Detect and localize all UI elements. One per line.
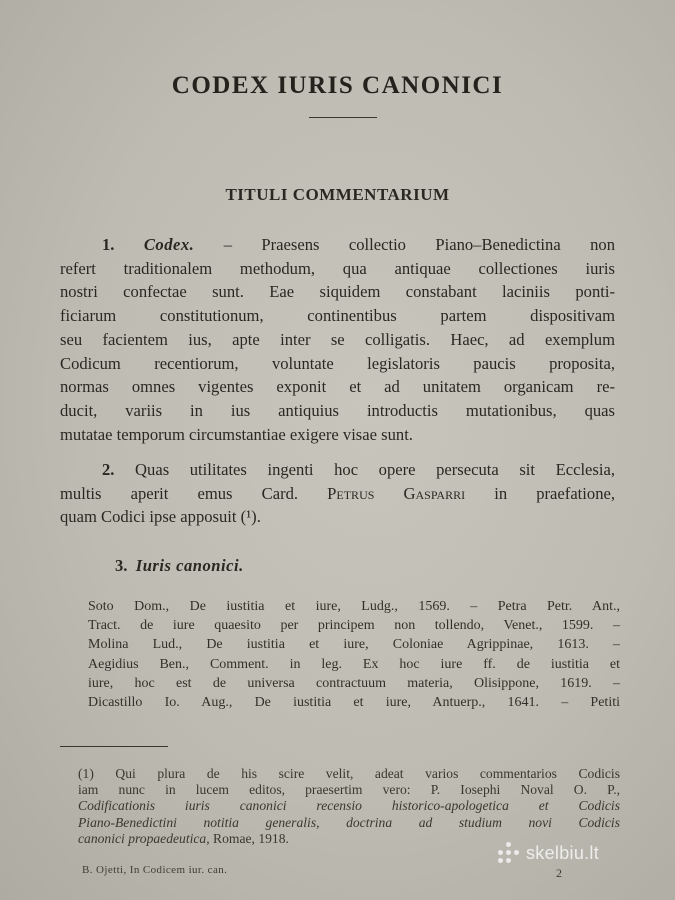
bibliography-line: Dicastillo Io. Aug., De iustitia et iure, Antuerp., 1641. – Petiti <box>88 695 620 711</box>
paragraph-line: refert traditionalem methodum, qua antiquae collectiones iuris <box>60 258 615 278</box>
bibliography-line: Tract. de iure quaesito per principem non tollendo, Venet., 1599. – <box>88 618 620 634</box>
section-heading-iuris <box>115 556 244 576</box>
paragraph-number: 2. <box>102 460 115 479</box>
bibliography-block <box>88 597 620 712</box>
bibliography-line: Aegidius Ben., Comment. in leg. Ex hoc iure ff. de iustitia et <box>88 656 620 672</box>
signature-mark: 2 <box>556 866 562 880</box>
footnote-divider <box>60 746 168 747</box>
paragraph-line: seu facientem ius, apte inter se colligatis. Haec, ad exemplum <box>60 329 615 349</box>
paragraph-text: multis aperit emus Card. <box>60 483 299 503</box>
paragraph-text: in praefatione, <box>494 483 616 503</box>
bibliography-line: iure, hoc est de universa contractuum materia, Olisippone, 1619. – <box>88 675 620 691</box>
paragraph-gasparri <box>60 458 615 529</box>
title-underline <box>309 117 377 118</box>
paragraph-text: Quas utilitates ingenti hoc opere persecuta sit Ecclesia, <box>135 460 616 479</box>
page-title: CODEX IURIS CANONICI <box>171 72 504 99</box>
watermark-logo-icon <box>498 842 520 864</box>
footnote-text: Romae, 1918. <box>213 830 289 846</box>
footnote-line: Piano-Benedictini notitia generalis, doctrina ad studium novi Codicis <box>78 814 620 830</box>
signature-line: B. Ojetti, In Codicem iur. can. <box>82 864 228 876</box>
paragraph-number: 1. <box>102 235 115 254</box>
footnote-line: Codificationis iuris canonici recensio historico-apologetica et Codicis <box>78 798 620 814</box>
paragraph-line: normas omnes vigentes exponit et ad unitatem organicam re- <box>60 377 615 397</box>
watermark <box>498 840 648 866</box>
section-title: Iuris canonici. <box>135 556 244 575</box>
author-name: Petrus Gasparri <box>327 483 466 503</box>
paragraph-line: mutatae temporum circumstantiae exigere visae sunt. <box>60 424 413 444</box>
section-subtitle: TITULI COMMENTARIUM <box>225 185 450 204</box>
footnote-text: Qui plura de his scire velit, adeat varios commentarios Codicis <box>115 766 620 781</box>
footnote-text: canonici propaedeutica, <box>78 830 210 846</box>
paragraph-line <box>60 482 615 506</box>
paragraph-line: ducit, variis in ius antiquius introductis mutationibus, quas <box>60 400 615 420</box>
paragraph-line: ficiarum constitutionum, continentibus partem dispositivam <box>60 306 615 326</box>
paragraph-codex <box>60 233 615 446</box>
paragraph-text: – Praesens collectio Piano–Benedictina non <box>223 235 615 254</box>
paragraph-line: nostri confectae sunt. Eae siquidem constabant laciniis ponti- <box>60 282 615 302</box>
footnote-marker: (1) <box>78 766 94 781</box>
bibliography-line: Molina Lud., De iustitia et iure, Coloniae Agrippinae, 1613. – <box>88 637 620 653</box>
paragraph-line: Codicum recentiorum, voluntate legislatoris paucis proposita, <box>60 353 615 373</box>
footnote-line <box>78 766 620 782</box>
paragraph-heading: Codex. <box>143 235 195 254</box>
footnote-line: iam nunc in lucem editos, praesertim vero: P. Iosephi Noval O. P., <box>78 782 620 798</box>
footnote <box>78 766 620 847</box>
section-number: 3. <box>115 556 128 575</box>
paragraph-line <box>60 233 615 257</box>
watermark-text: skelbiu.lt <box>526 842 600 863</box>
bibliography-line: Soto Dom., De iustitia et iure, Ludg., 1569. – Petra Petr. Ant., <box>88 599 620 614</box>
paragraph-line: quam Codici ipse apposuit (¹). <box>60 507 261 527</box>
paragraph-line <box>60 458 615 482</box>
